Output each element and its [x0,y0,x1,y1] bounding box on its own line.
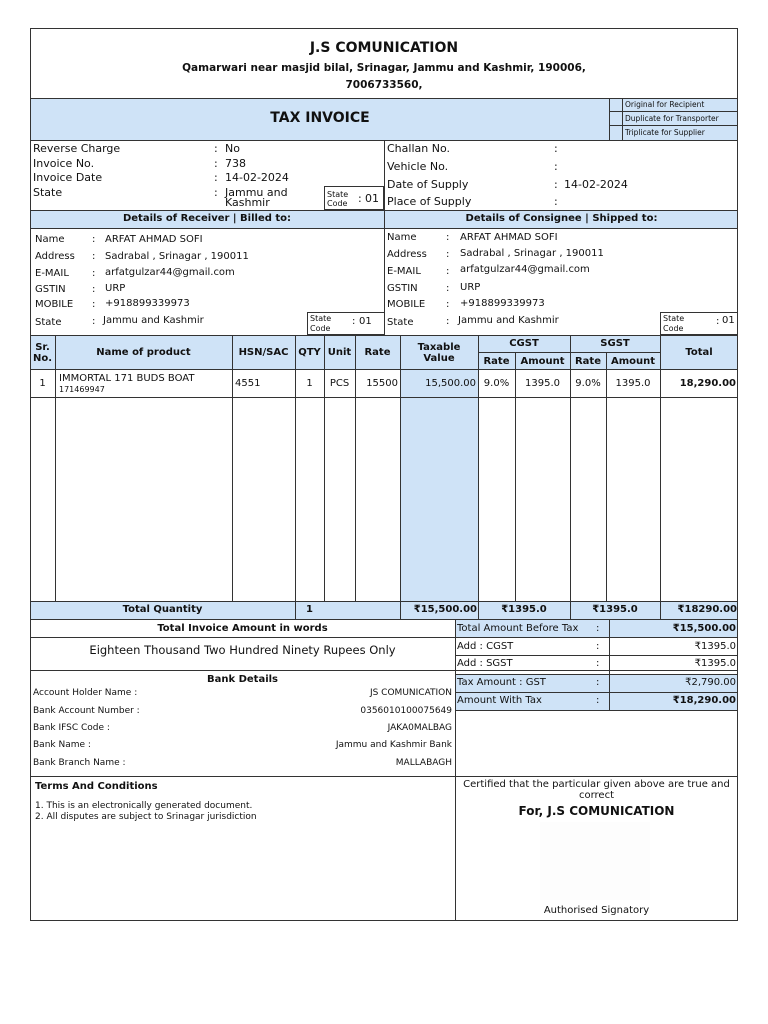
total-grand: ₹18290.00 [677,604,737,615]
bank-name-label: Bank Name : [33,740,91,750]
consignee-email-label: E-MAIL [387,266,421,277]
col-sgst-amount: Amount [610,356,656,367]
receiver-email-label: E-MAIL [35,268,69,279]
colon: : [554,178,558,191]
add-sgst-label: Add : SGST [457,658,513,669]
bank-heading: Bank Details [206,674,279,685]
col-cgst-amount: Amount [520,356,565,367]
item-hsn: 4551 [235,378,261,389]
receiver-name-label: Name [35,234,65,245]
state-value-line2: Kashmir [225,196,270,209]
total-taxable: ₹15,500.00 [413,604,477,615]
receiver-name: ARFAT AHMAD SOFI [105,234,203,245]
colon: : [554,142,558,155]
colon: : [92,268,96,279]
bank-name-value: Jammu and Kashmir Bank [335,740,452,750]
item-sgst-rate: 9.0% [575,378,601,389]
bank-branch-value: MALLABAGH [395,758,452,768]
gst-amount-label: Tax Amount : GST [457,677,546,688]
colon: : [92,299,96,310]
terms-heading: Terms And Conditions [35,781,158,792]
invoice-date-label: Invoice Date [33,171,103,184]
consignee-state: Jammu and Kashmir [458,315,559,326]
date-supply-value: 14-02-2024 [564,178,628,191]
colon: : [446,283,450,294]
colon: : [92,316,96,327]
amount-in-words: Eighteen Thousand Two Hundred Ninety Rupees Only [89,643,396,657]
total-sgst: ₹1395.0 [592,604,638,615]
add-cgst-label: Add : CGST [457,641,514,652]
item-cgst-amount: 1395.0 [525,378,560,389]
item-cgst-rate: 9.0% [483,378,510,389]
colon: : [214,186,218,199]
col-taxable-1: Taxable [417,342,461,353]
consignee-state-code-label-2: Code [663,324,684,333]
colon: : [352,316,356,327]
state-value-line1: Jammu and [225,186,288,199]
copy-duplicate: Duplicate for Transporter [625,114,719,123]
consignee-gstin-label: GSTIN [387,283,418,294]
colon: : [358,192,362,205]
total-quantity-label: Total Quantity [122,604,203,615]
item-unit: PCS [329,378,350,389]
bank-ifsc-label: Bank IFSC Code : [33,723,110,733]
receiver-state-code-label-2: Code [310,324,331,333]
company-address: Qamarwari near masjid bilal, Srinagar, Jammu and Kashmir, 190006, [182,62,586,74]
total-cgst: ₹1395.0 [501,604,547,615]
colon: : [92,284,96,295]
col-cgst: CGST [509,338,539,349]
colon: : [214,171,218,184]
col-qty: QTY [298,347,321,358]
receiver-email: arfatgulzar44@gmail.com [105,267,235,278]
colon: : [596,623,600,634]
col-product: Name of product [96,347,191,358]
place-supply-label: Place of Supply [387,195,472,208]
with-tax-value: ₹18,290.00 [672,695,736,706]
colon: : [214,142,218,155]
invoice-date-value: 14-02-2024 [225,171,289,184]
add-cgst-value: ₹1395.0 [694,641,736,652]
doc-title: TAX INVOICE [270,110,370,126]
challan-label: Challan No. [387,142,450,155]
consignee-mobile-label: MOBILE [387,299,426,310]
total-quantity-value: 1 [306,604,313,615]
state-code-label-1: State [327,190,349,199]
consignee-name-label: Name [387,232,417,243]
col-sgst-rate: Rate [574,356,601,367]
receiver-state: Jammu and Kashmir [103,315,204,326]
consignee-address-label: Address [387,249,427,260]
signature-area [540,822,650,900]
state-code-label-2: Code [327,199,348,208]
item-product: IMMORTAL 171 BUDS BOAT [59,373,195,384]
receiver-gstin-label: GSTIN [35,284,66,295]
colon: : [446,232,450,243]
reverse-charge-label: Reverse Charge [33,142,121,155]
authorised-signatory: Authorised Signatory [543,905,650,916]
consignee-heading: Details of Consignee | Shipped to: [465,213,658,224]
taxable-column-shade [400,369,478,601]
colon: : [214,157,218,170]
colon: : [554,160,558,173]
item-sgst-amount: 1395.0 [615,378,651,389]
consignee-address: Sadrabal , Srinagar , 190011 [460,248,604,259]
colon: : [446,316,450,327]
consignee-state-code: 01 [722,315,735,326]
consignee-state-code-label-1: State [663,314,685,323]
item-rate: 15500 [366,378,398,389]
colon: : [596,658,600,669]
state-code-value: 01 [365,192,379,205]
receiver-state-code-label-1: State [310,314,332,323]
col-sr-1: Sr. [35,342,50,353]
bank-branch-label: Bank Branch Name : [33,758,126,768]
colon: : [446,249,450,260]
colon: : [554,195,558,208]
col-cgst-rate: Rate [483,356,510,367]
col-taxable-2: Value [423,353,455,364]
for-company: For, J.S COMUNICATION [518,804,675,818]
terms-line-1: 1. This is an electronically generated document. [35,801,253,811]
words-heading: Total Invoice Amount in words [157,623,328,634]
reverse-charge-value: No [225,142,240,155]
company-phone: 7006733560, [345,79,423,91]
receiver-address-label: Address [35,251,75,262]
colon: : [596,695,600,706]
item-product-code: 171469947 [59,385,105,394]
receiver-state-label: State [35,317,62,328]
receiver-state-code: 01 [359,316,372,327]
item-total: 18,290.00 [679,378,736,389]
colon: : [446,266,450,277]
item-taxable: 15,500.00 [425,378,476,389]
item-sr: 1 [39,378,46,389]
consignee-name: ARFAT AHMAD SOFI [460,232,558,243]
with-tax-label: Amount With Tax [457,695,542,706]
colon: : [596,641,600,652]
consignee-email: arfatgulzar44@gmail.com [460,264,590,275]
col-hsn: HSN/SAC [238,347,289,358]
receiver-mobile-label: MOBILE [35,299,74,310]
receiver-address: Sadrabal , Srinagar , 190011 [105,251,249,262]
before-tax-label: Total Amount Before Tax [457,623,579,634]
terms-line-2: 2. All disputes are subject to Srinagar jurisdiction [35,812,257,822]
before-tax-value: ₹15,500.00 [672,623,736,634]
vehicle-label: Vehicle No. [387,160,449,173]
colon: : [92,234,96,245]
colon: : [92,251,96,262]
receiver-heading: Details of Receiver | Billed to: [122,213,292,224]
copy-triplicate: Triplicate for Supplier [625,128,705,137]
col-sr-2: No. [32,353,53,364]
bank-account-label: Bank Account Number : [33,706,140,716]
invoice-no-label: Invoice No. [33,157,95,170]
bank-account-value: 0356010100075649 [360,706,452,716]
item-qty: 1 [306,378,313,389]
bank-ifsc-value: JAKA0MALBAG [387,723,452,733]
state-label: State [33,186,63,199]
bank-holder-label: Account Holder Name : [33,688,138,698]
add-sgst-value: ₹1395.0 [694,658,736,669]
col-unit: Unit [327,347,352,358]
col-total: Total [685,347,713,358]
copy-original: Original for Recipient [625,100,705,109]
company-name: J.S COMUNICATION [309,40,459,56]
col-rate: Rate [364,347,391,358]
invoice-no-value: 738 [225,157,246,170]
certify-line-2: correct [578,790,614,801]
col-sgst: SGST [600,338,630,349]
gst-amount-value: ₹2,790.00 [685,677,736,688]
colon: : [596,677,600,688]
consignee-gstin: URP [460,282,481,293]
date-supply-label: Date of Supply [387,178,469,191]
certify-line-1: Certified that the particular given above are true and [463,779,730,790]
consignee-mobile: +918899339973 [460,298,545,309]
bank-holder-value: JS COMUNICATION [369,688,452,698]
receiver-gstin: URP [105,283,126,294]
consignee-state-label: State [387,317,414,328]
colon: : [716,316,720,327]
colon: : [446,299,450,310]
receiver-mobile: +918899339973 [105,298,190,309]
